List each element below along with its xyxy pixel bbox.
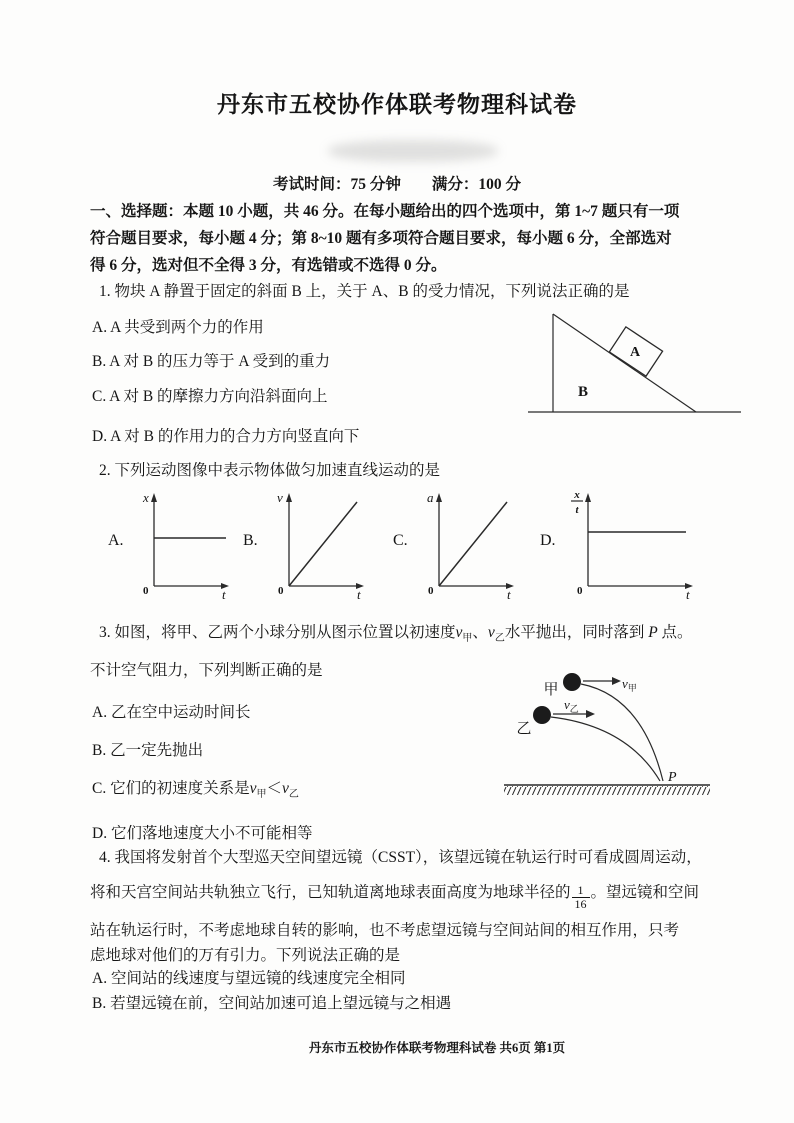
q4-stem-line2	[90, 882, 699, 911]
q2-graph-c	[393, 486, 523, 604]
section1-intro-line2: 符合题目要求，每小题 4 分；第 8~10 题有多项符合题目要求，每小题 6 分，全部选对	[90, 230, 672, 247]
q3-option-c	[92, 778, 299, 803]
q1-option-b: B. A 对 B 的压力等于 A 受到的重力	[92, 353, 331, 370]
ball-yi	[533, 706, 551, 724]
q3-stem-text: 3. 如图，将甲、乙两个小球分别从图示位置以初速度	[99, 624, 456, 641]
origin-label: 0	[143, 585, 149, 597]
q3-stem-line1	[99, 622, 693, 647]
x-axis-label: t	[686, 587, 690, 600]
v1-symbol: v	[455, 624, 463, 641]
section1-intro-line1: 一、选择题：本题 10 小题，共 46 分。在每小题给出的四个选项中，第 1~7 题只有一项	[90, 203, 680, 220]
q1-option-c: C. A 对 B 的摩擦力方向沿斜面向上	[92, 388, 328, 405]
q3-stem-text3: 点。	[657, 624, 693, 641]
q2-graph-b	[243, 486, 373, 604]
q3-option-b: B. 乙一定先抛出	[92, 742, 204, 759]
section1-intro-line3: 得 6 分，选对但不全得 3 分，有选错或不选得 0 分。	[90, 257, 447, 274]
origin-label: 0	[428, 585, 434, 597]
fraction-numerator: 1	[572, 884, 590, 898]
q4-stem-line1: 4. 我国将发射首个大型巡天空间望远镜（CSST），该望远镜在轨运行时可看成圆周运动，	[99, 849, 702, 866]
ball-yi-label: 乙	[516, 721, 532, 737]
point-p-label: P	[668, 770, 677, 785]
q2-graph-c-plot	[417, 486, 521, 600]
q2-graph-a-plot	[132, 486, 236, 600]
q3-option-a: A. 乙在空中运动时间长	[92, 704, 251, 721]
q2-graph-b-plot	[267, 486, 371, 600]
page-title: 丹东市五校协作体联考物理科试卷	[217, 92, 577, 117]
origin-label: 0	[278, 585, 284, 597]
q1-option-a: A. A 共受到两个力的作用	[92, 319, 264, 336]
fraction-denominator: 16	[574, 897, 587, 911]
punct: 、	[472, 624, 488, 641]
less-than-sign: ＜	[266, 780, 282, 797]
y-axis-label-numerator: x	[574, 489, 580, 501]
v2-symbol: v	[282, 780, 289, 797]
x-axis-label: t	[357, 587, 361, 600]
q2-option-a-label: A.	[108, 532, 124, 549]
ground-hatching	[504, 786, 710, 795]
v-yi-label: v乙	[564, 697, 579, 714]
q2-graph-d	[540, 486, 700, 604]
v1-symbol: v	[249, 780, 257, 797]
fraction-1-16	[572, 884, 590, 910]
v2-symbol: v	[487, 624, 495, 641]
exam-info: 考试时间：75 分钟 满分：100 分	[272, 176, 521, 193]
q3-stem-line2: 不计空气阻力，下列判断正确的是	[90, 662, 323, 679]
ball-jia-label: 甲	[543, 682, 559, 698]
q1-incline-figure	[523, 300, 748, 418]
q4-option-a: A. 空间站的线速度与望远镜的线速度完全相同	[92, 970, 406, 987]
v2-subscript: 乙	[494, 633, 505, 644]
page-footer: 丹东市五校协作体联考物理科试卷 共6页 第1页	[308, 1041, 566, 1055]
q1-option-d: D. A 对 B 的作用力的合力方向竖直向下	[92, 428, 360, 445]
y-axis-label: a	[427, 490, 434, 505]
v1-subscript: 甲	[462, 633, 473, 644]
q3-projectile-figure	[492, 652, 727, 804]
trajectory-jia	[581, 684, 663, 781]
v2-subscript: 乙	[288, 789, 299, 800]
incline-b-label: B	[577, 384, 589, 400]
point-p: P	[648, 624, 658, 641]
v-jia-label: v甲	[622, 676, 637, 693]
q4-stem-text: 将和天宫空间站共轨独立飞行，已知轨道离地球表面高度为地球半径的	[90, 884, 571, 901]
q2-graph-a	[108, 486, 238, 604]
x-axis-label: t	[507, 587, 511, 600]
v1-subscript: 甲	[256, 789, 267, 800]
q4-option-b: B. 若望远镜在前，空间站加速可追上望远镜与之相遇	[92, 995, 452, 1012]
q3-option-c-text: C. 它们的初速度关系是	[92, 780, 250, 797]
q4-stem-line4: 虑地球对他们的万有引力。下列说法正确的是	[90, 947, 401, 964]
q4-stem-line3: 站在轨运行时，不考虑地球自转的影响，也不考虑望远镜与空间站间的相互作用，只考	[90, 922, 680, 939]
y-axis-label: x	[143, 490, 149, 505]
x-axis-label: t	[222, 587, 226, 600]
q2-option-c-label: C.	[393, 532, 408, 549]
origin-label: 0	[577, 585, 583, 597]
q2-stem: 2. 下列运动图像中表示物体做匀加速直线运动的是	[99, 462, 441, 479]
q2-option-b-label: B.	[243, 532, 258, 549]
y-axis-label: v	[277, 490, 283, 505]
block-a-label: A	[629, 345, 641, 360]
q2-option-d-label: D.	[540, 532, 556, 549]
q1-stem: 1. 物块 A 静置于固定的斜面 B 上，关于 A、B 的受力情况，下列说法正确的是	[99, 283, 630, 300]
y-axis-label-denominator: t	[575, 504, 579, 516]
scan-smudge	[328, 140, 498, 162]
q3-stem-text2: 水平抛出，同时落到	[504, 624, 649, 641]
rising-line	[289, 502, 357, 586]
q3-option-d: D. 它们落地速度大小不可能相等	[92, 825, 313, 842]
ball-jia	[563, 673, 581, 691]
trajectory-yi	[551, 717, 660, 781]
q4-stem-text2: 。望远镜和空间	[590, 884, 700, 901]
q2-graph-d-plot	[568, 486, 700, 600]
rising-line	[439, 502, 507, 586]
